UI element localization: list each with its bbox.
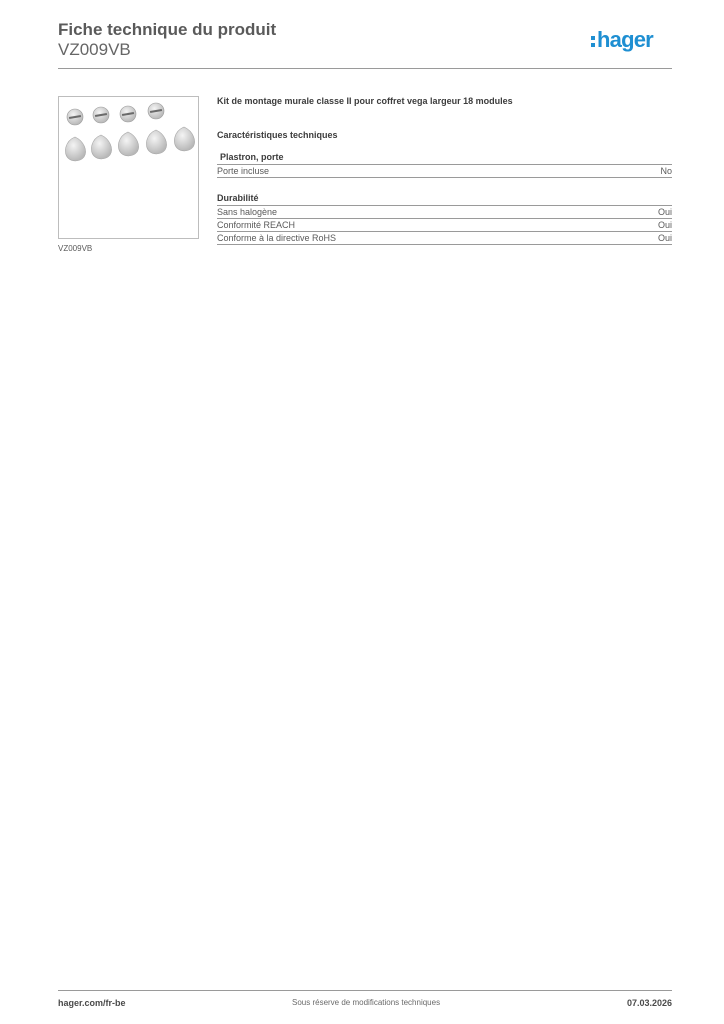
product-image (58, 96, 199, 239)
spec-row (217, 206, 672, 219)
spec-label: Conforme à la directive RoHS (217, 233, 337, 243)
spec-label: Porte incluse (217, 166, 270, 176)
footer-website: hager.com/fr-be (58, 998, 126, 1008)
logo-dot-bottom (591, 43, 595, 47)
spec-value: No (660, 166, 672, 176)
cap-1 (65, 137, 85, 161)
page-header (58, 20, 672, 70)
screw-4 (148, 103, 164, 119)
header-divider (58, 68, 672, 69)
screw-1 (67, 109, 83, 125)
cap-3 (118, 132, 138, 156)
screw-row (67, 103, 164, 125)
spec-group-title: Durabilité (217, 192, 672, 206)
cap-row (65, 127, 194, 161)
spec-value: Oui (657, 220, 672, 230)
spec-row (217, 232, 672, 245)
spec-row (217, 219, 672, 232)
product-description: Kit de montage murale classe II pour coffret vega largeur 18 modules (217, 96, 513, 106)
cap-4 (146, 130, 166, 154)
product-image-drawing (59, 97, 200, 240)
spec-label: Sans halogène (217, 207, 278, 217)
page-title: Fiche technique du produit (58, 20, 277, 39)
spec-row (217, 165, 672, 178)
spec-group-title: Plastron, porte (217, 151, 672, 165)
logo-dot-top (591, 36, 595, 40)
image-caption: VZ009VB (58, 244, 93, 253)
spec-value: Oui (657, 233, 672, 243)
footer-date: 07.03.2026 (626, 998, 672, 1008)
specs-heading: Caractéristiques techniques (217, 130, 338, 140)
spec-label: Conformité REACH (217, 220, 296, 230)
screw-3 (120, 106, 136, 122)
footer-notice: Sous réserve de modifications techniques (292, 998, 441, 1007)
screw-2 (93, 107, 109, 123)
logo-text: hager (597, 27, 653, 52)
cap-2 (91, 135, 111, 159)
cap-5 (174, 127, 194, 151)
spec-value: Oui (657, 207, 672, 217)
product-code: VZ009VB (58, 40, 131, 59)
hager-logo (590, 27, 672, 55)
footer-divider (58, 990, 672, 991)
product-details (217, 96, 672, 245)
